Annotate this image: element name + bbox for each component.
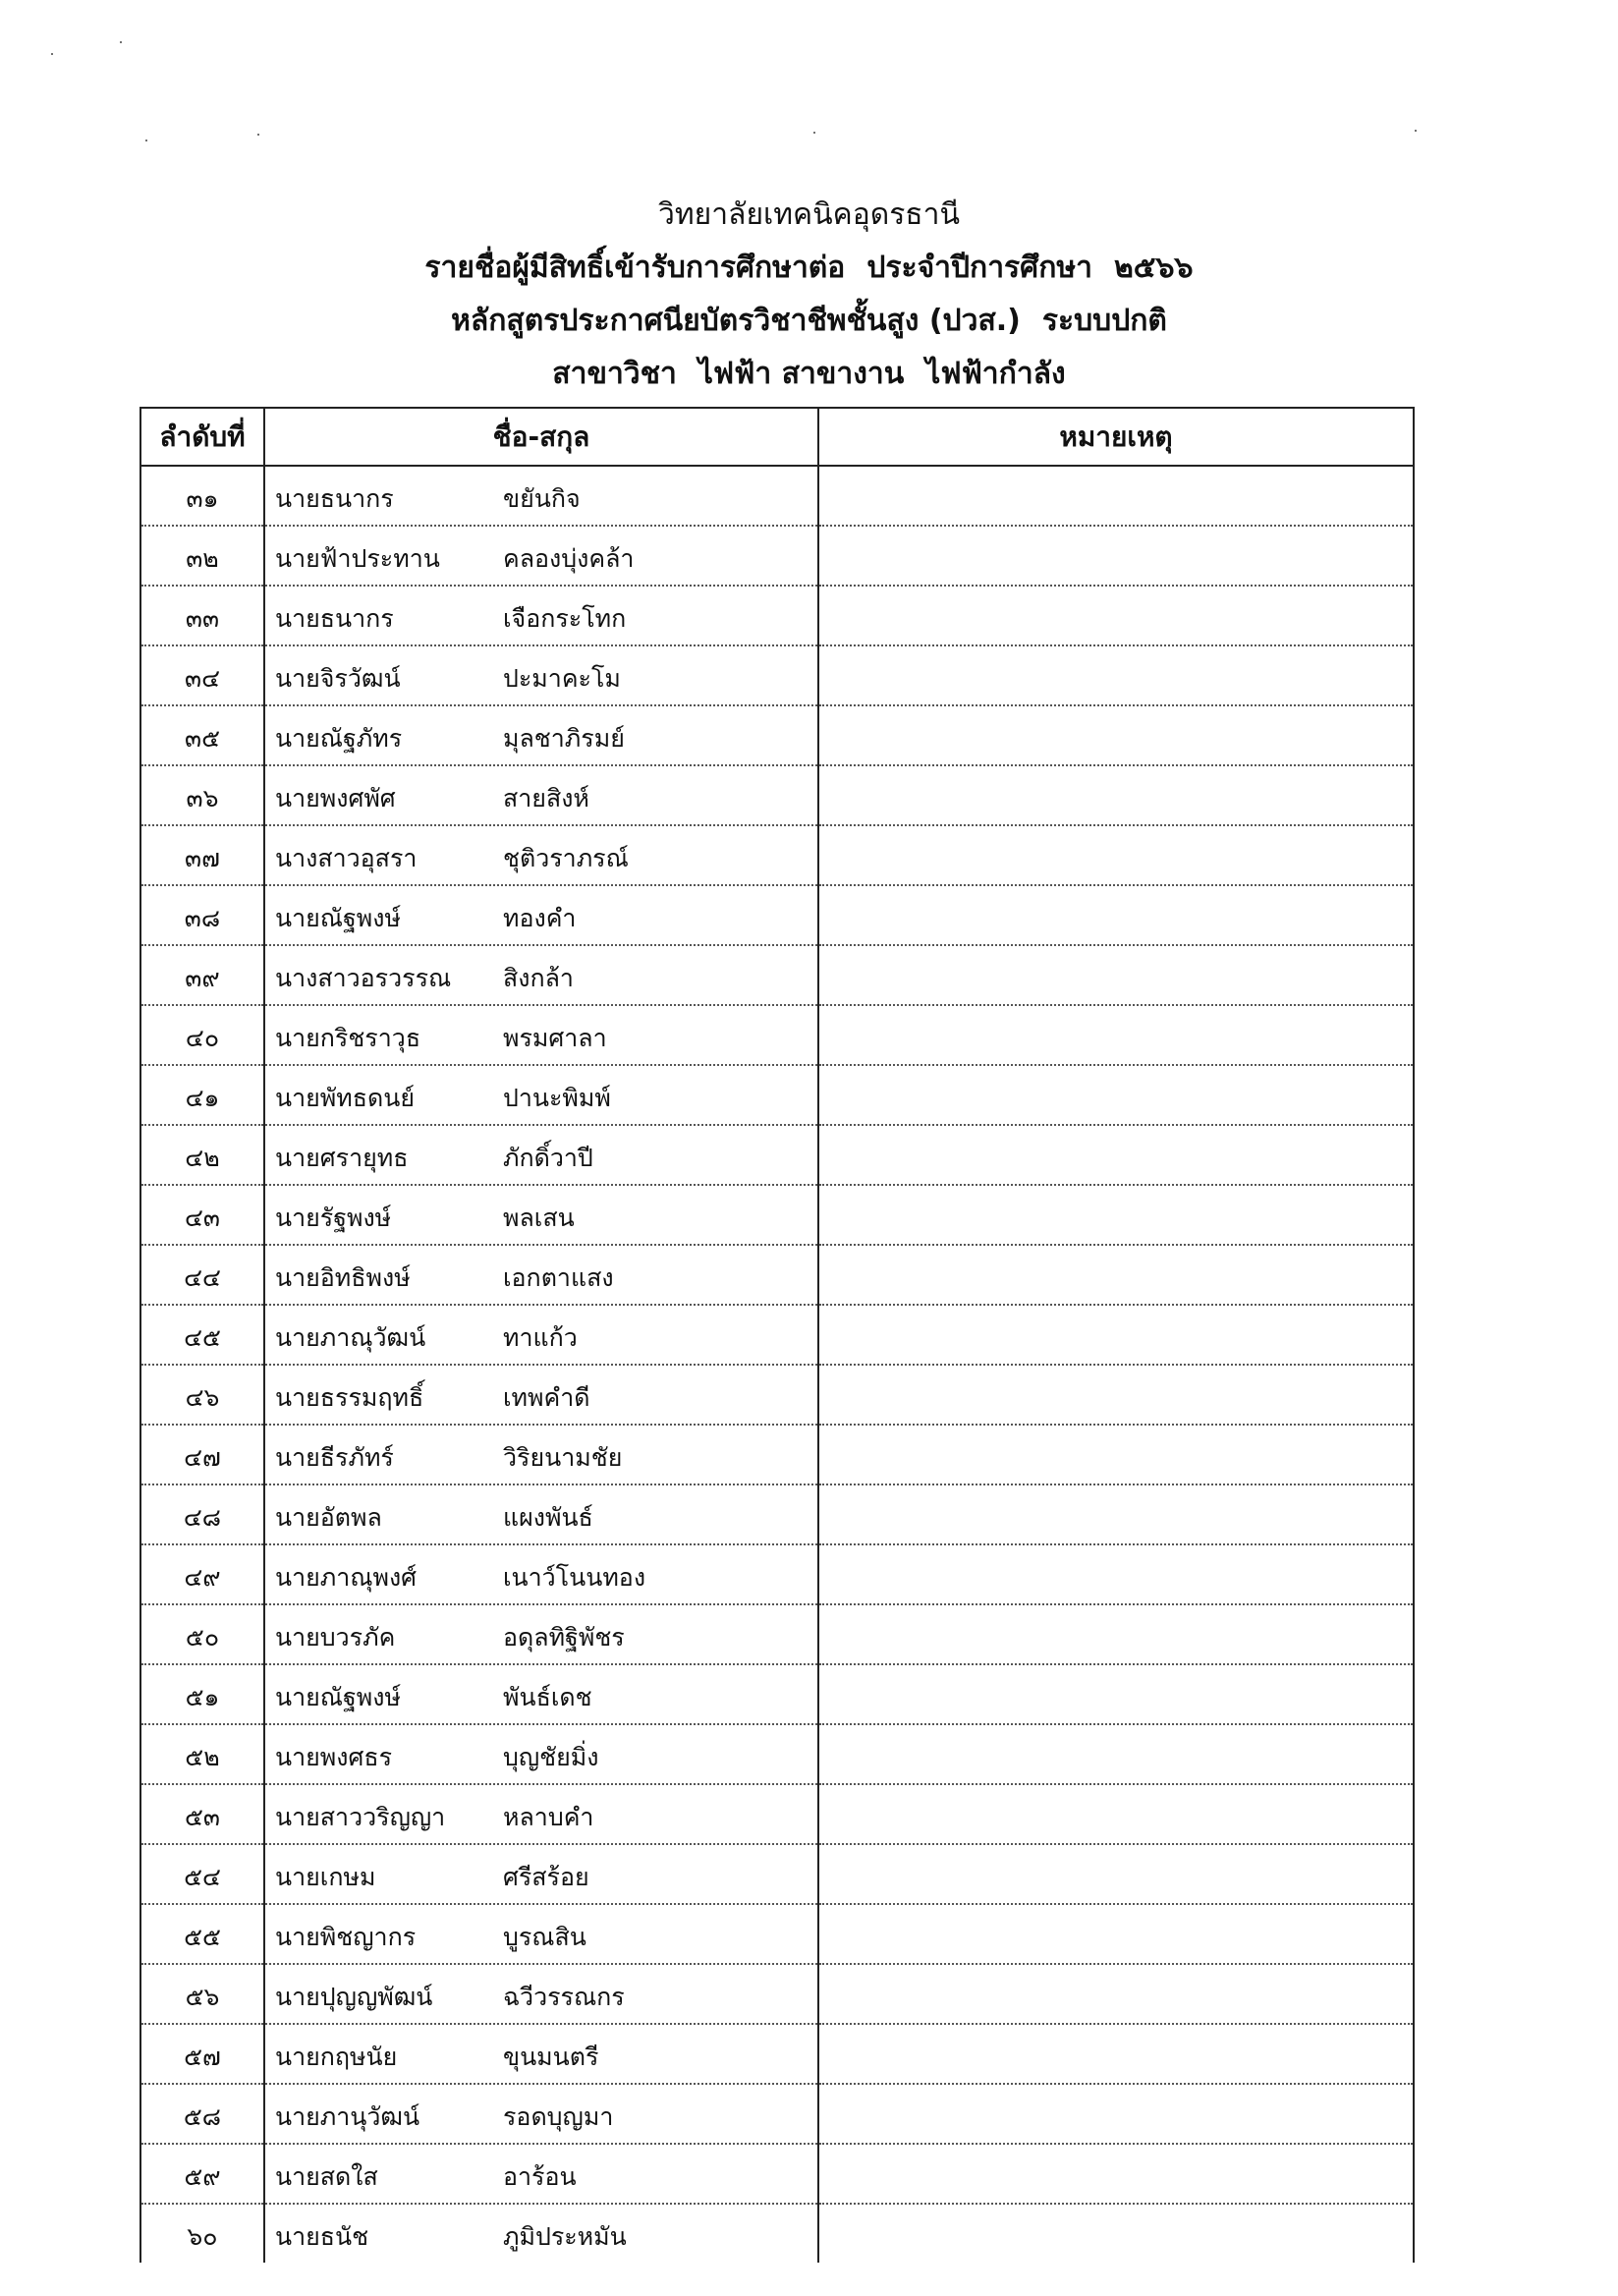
table-row: [140, 1964, 1414, 2024]
student-first-name: นายศรายุทธ: [275, 1144, 409, 1172]
row-number: ๕๓: [140, 1784, 264, 1844]
department-line: [0, 348, 1618, 401]
row-note: [818, 1365, 1414, 1425]
scan-speck: [51, 53, 53, 55]
row-number: ๕๗: [140, 2024, 264, 2084]
student-last-name: ภักดิ์วาปี: [503, 1144, 593, 1172]
student-last-name: หลาบคำ: [503, 1803, 594, 1831]
student-last-name: พรมศาลา: [503, 1024, 607, 1052]
row-number: ๔๙: [140, 1544, 264, 1604]
student-name: [264, 885, 818, 945]
student-roster-table: [139, 407, 1415, 2263]
row-note: [818, 2204, 1414, 2263]
row-number: ๔๐: [140, 1005, 264, 1065]
row-note: [818, 705, 1414, 765]
department-name: ไฟฟ้า: [697, 357, 772, 391]
row-number: ๕๘: [140, 2084, 264, 2144]
row-number: ๔๖: [140, 1365, 264, 1425]
student-last-name: ทาแก้ว: [503, 1323, 578, 1352]
row-note: [818, 1544, 1414, 1604]
program-line: [0, 295, 1618, 348]
table-row: [140, 825, 1414, 885]
row-note: [818, 1065, 1414, 1125]
student-last-name: ทองคำ: [503, 904, 577, 932]
student-name: [264, 2084, 818, 2144]
student-last-name: พันธ์เดช: [503, 1683, 592, 1711]
student-first-name: นายรัฐพงษ์: [275, 1204, 392, 1232]
student-first-name: นายจิรวัฒน์: [275, 664, 401, 693]
student-first-name: นายภานุวัฒน์: [275, 2102, 420, 2131]
table-row: [140, 1604, 1414, 1664]
row-note: [818, 466, 1414, 526]
student-first-name: นางสาวอุสรา: [275, 844, 418, 872]
student-first-name: นายณัฐภัทร: [275, 724, 403, 753]
row-number: ๔๘: [140, 1484, 264, 1544]
student-name: [264, 1425, 818, 1484]
table-row: [140, 1365, 1414, 1425]
row-note: [818, 1724, 1414, 1784]
scan-speck: [1415, 130, 1417, 132]
student-name: [264, 825, 818, 885]
student-last-name: มุลชาภิรมย์: [503, 724, 625, 753]
row-number: ๓๓: [140, 586, 264, 645]
row-number: ๔๒: [140, 1125, 264, 1185]
table-row: [140, 2204, 1414, 2263]
student-first-name: นายสดใส: [275, 2162, 378, 2191]
row-number: ๕๕: [140, 1904, 264, 1964]
table-row: [140, 1005, 1414, 1065]
student-name: [264, 1125, 818, 1185]
row-note: [818, 1904, 1414, 1964]
scan-speck: [813, 132, 815, 134]
student-name: [264, 1964, 818, 2024]
student-last-name: บุญชัยมิ่ง: [503, 1743, 599, 1771]
row-note: [818, 945, 1414, 1005]
student-last-name: ชุติวราภรณ์: [503, 844, 629, 872]
student-first-name: นายณัฐพงษ์: [275, 904, 401, 932]
row-note: [818, 825, 1414, 885]
program-name: หลักสูตรประกาศนียบัตรวิชาชีพชั้นสูง (ปวส.): [451, 304, 1021, 338]
student-name: [264, 1065, 818, 1125]
student-last-name: ขยันกิจ: [503, 484, 581, 513]
student-name: [264, 2024, 818, 2084]
student-first-name: นายธีรภัทร์: [275, 1443, 394, 1472]
student-last-name: สิงกล้า: [503, 964, 574, 992]
title-main: รายชื่อผู้มีสิทธิ์เข้ารับการศึกษาต่อ: [424, 251, 846, 285]
student-first-name: นายกฤษนัย: [275, 2043, 398, 2071]
student-first-name: นายภาณุวัฒน์: [275, 1323, 426, 1352]
row-number: ๓๘: [140, 885, 264, 945]
scan-speck: [145, 140, 147, 141]
table-row: [140, 645, 1414, 705]
student-first-name: นายภาณุพงศ์: [275, 1563, 418, 1592]
column-header-name: ชื่อ-สกุล: [264, 408, 818, 466]
student-first-name: นายกริชราวุธ: [275, 1024, 421, 1052]
row-number: ๕๐: [140, 1604, 264, 1664]
table-header-row: [140, 408, 1414, 466]
row-number: ๓๗: [140, 825, 264, 885]
student-name: [264, 1484, 818, 1544]
student-name: [264, 1784, 818, 1844]
student-first-name: นายพงศพัศ: [275, 784, 396, 812]
table-row: [140, 1425, 1414, 1484]
student-first-name: นายพัทธดนย์: [275, 1084, 415, 1112]
table-row: [140, 765, 1414, 825]
table-row: [140, 466, 1414, 526]
table-row: [140, 1065, 1414, 1125]
row-note: [818, 1484, 1414, 1544]
student-name: [264, 705, 818, 765]
row-number: ๔๔: [140, 1245, 264, 1305]
college-name: วิทยาลัยเทคนิคอุดรธานี: [658, 197, 960, 232]
column-header-note: หมายเหตุ: [818, 408, 1414, 466]
student-name: [264, 1604, 818, 1664]
row-note: [818, 526, 1414, 586]
row-number: ๕๔: [140, 1844, 264, 1904]
row-number: ๔๓: [140, 1185, 264, 1245]
scan-speck: [257, 134, 259, 136]
student-last-name: คลองบุ่งคล้า: [503, 544, 635, 573]
student-last-name: รอดบุญมา: [503, 2102, 614, 2131]
student-first-name: นายฟ้าประทาน: [275, 544, 440, 573]
student-first-name: นายปุญญพัฒน์: [275, 1983, 433, 2011]
student-name: [264, 1185, 818, 1245]
row-number: ๖๐: [140, 2204, 264, 2263]
table-row: [140, 1844, 1414, 1904]
row-note: [818, 765, 1414, 825]
student-last-name: เจือกระโทก: [503, 604, 627, 633]
row-number: ๕๖: [140, 1964, 264, 2024]
row-note: [818, 2144, 1414, 2204]
student-name: [264, 765, 818, 825]
student-name: [264, 1245, 818, 1305]
row-number: ๕๑: [140, 1664, 264, 1724]
student-first-name: นายธนากร: [275, 484, 394, 513]
document-title: [0, 242, 1618, 295]
program-system: ระบบปกติ: [1041, 304, 1167, 338]
student-first-name: นางสาวอรวรรณ: [275, 964, 452, 992]
row-note: [818, 1844, 1414, 1904]
row-number: ๓๑: [140, 466, 264, 526]
row-number: ๓๖: [140, 765, 264, 825]
table-row: [140, 885, 1414, 945]
row-note: [818, 645, 1414, 705]
student-last-name: พลเสน: [503, 1204, 575, 1232]
student-last-name: ศรีสร้อย: [503, 1863, 589, 1891]
student-last-name: บูรณสิน: [503, 1923, 586, 1951]
table-row: [140, 2144, 1414, 2204]
student-name: [264, 586, 818, 645]
student-last-name: อดุลทิฐิพัชร: [503, 1623, 625, 1652]
roster-body: [140, 466, 1414, 2263]
student-first-name: นายธนัช: [275, 2222, 369, 2251]
table-row: [140, 2084, 1414, 2144]
student-first-name: นายพงศธร: [275, 1743, 393, 1771]
student-last-name: เนาว์โนนทอง: [503, 1563, 646, 1592]
academic-year-label: ประจำปีการศึกษา: [866, 251, 1092, 285]
row-number: ๓๕: [140, 705, 264, 765]
row-note: [818, 586, 1414, 645]
student-name: [264, 645, 818, 705]
row-note: [818, 1185, 1414, 1245]
table-row: [140, 2024, 1414, 2084]
table-row: [140, 1305, 1414, 1365]
table-row: [140, 1904, 1414, 1964]
table-row: [140, 1724, 1414, 1784]
row-note: [818, 1305, 1414, 1365]
table-row: [140, 1245, 1414, 1305]
student-name: [264, 526, 818, 586]
table-row: [140, 1784, 1414, 1844]
row-number: ๕๙: [140, 2144, 264, 2204]
table-row: [140, 1125, 1414, 1185]
table-row: [140, 945, 1414, 1005]
row-note: [818, 1005, 1414, 1065]
row-number: ๔๕: [140, 1305, 264, 1365]
student-last-name: วิริยนามชัย: [503, 1443, 623, 1472]
student-last-name: แผงพันธ์: [503, 1503, 593, 1532]
row-note: [818, 2024, 1414, 2084]
student-first-name: นายอัตพล: [275, 1503, 382, 1532]
student-name: [264, 1544, 818, 1604]
row-note: [818, 1425, 1414, 1484]
row-number: ๓๒: [140, 526, 264, 586]
student-name: [264, 1305, 818, 1365]
document-header: [0, 189, 1618, 401]
student-name: [264, 945, 818, 1005]
student-last-name: อาร้อน: [503, 2162, 577, 2191]
student-last-name: ปะมาคะโม: [503, 664, 621, 693]
row-note: [818, 1664, 1414, 1724]
student-name: [264, 466, 818, 526]
major-label: สาขางาน: [781, 357, 905, 391]
student-first-name: นายพิชญากร: [275, 1923, 417, 1951]
student-last-name: สายสิงห์: [503, 784, 589, 812]
student-first-name: นายเกษม: [275, 1863, 376, 1891]
student-name: [264, 1904, 818, 1964]
student-first-name: นายธรรมฤทธิ์: [275, 1383, 424, 1412]
row-note: [818, 1125, 1414, 1185]
row-number: ๓๙: [140, 945, 264, 1005]
student-name: [264, 1724, 818, 1784]
student-name: [264, 1365, 818, 1425]
column-header-no: ลำดับที่: [140, 408, 264, 466]
student-last-name: เทพคำดี: [503, 1383, 590, 1412]
student-name: [264, 1005, 818, 1065]
table-row: [140, 1664, 1414, 1724]
student-last-name: ปานะพิมพ์: [503, 1084, 611, 1112]
table-row: [140, 1484, 1414, 1544]
student-last-name: เอกตาแสง: [503, 1263, 614, 1292]
major-name: ไฟฟ้ากำลัง: [925, 357, 1066, 391]
student-last-name: ภูมิประหมัน: [503, 2222, 627, 2251]
student-name: [264, 2144, 818, 2204]
student-name: [264, 1664, 818, 1724]
student-first-name: นายอิทธิพงษ์: [275, 1263, 411, 1292]
table-row: [140, 526, 1414, 586]
student-last-name: ขุนมนตรี: [503, 2043, 599, 2071]
row-note: [818, 1604, 1414, 1664]
student-first-name: นายณัฐพงษ์: [275, 1683, 401, 1711]
table-row: [140, 705, 1414, 765]
student-name: [264, 2204, 818, 2263]
student-first-name: นายธนากร: [275, 604, 394, 633]
row-number: ๕๒: [140, 1724, 264, 1784]
row-number: ๔๑: [140, 1065, 264, 1125]
scan-speck: [120, 41, 122, 43]
row-note: [818, 1245, 1414, 1305]
student-first-name: นายบวรภัค: [275, 1623, 396, 1652]
row-note: [818, 2084, 1414, 2144]
student-name: [264, 1844, 818, 1904]
row-note: [818, 1964, 1414, 2024]
table-row: [140, 1185, 1414, 1245]
academic-year: ๒๕๖๖: [1114, 251, 1194, 285]
row-note: [818, 885, 1414, 945]
row-number: ๔๗: [140, 1425, 264, 1484]
table-row: [140, 586, 1414, 645]
student-last-name: ฉวีวรรณกร: [503, 1983, 625, 2011]
row-note: [818, 1784, 1414, 1844]
student-first-name: นายสาววริญญา: [275, 1803, 446, 1831]
department-label: สาขาวิชา: [552, 357, 677, 391]
table-row: [140, 1544, 1414, 1604]
row-number: ๓๔: [140, 645, 264, 705]
